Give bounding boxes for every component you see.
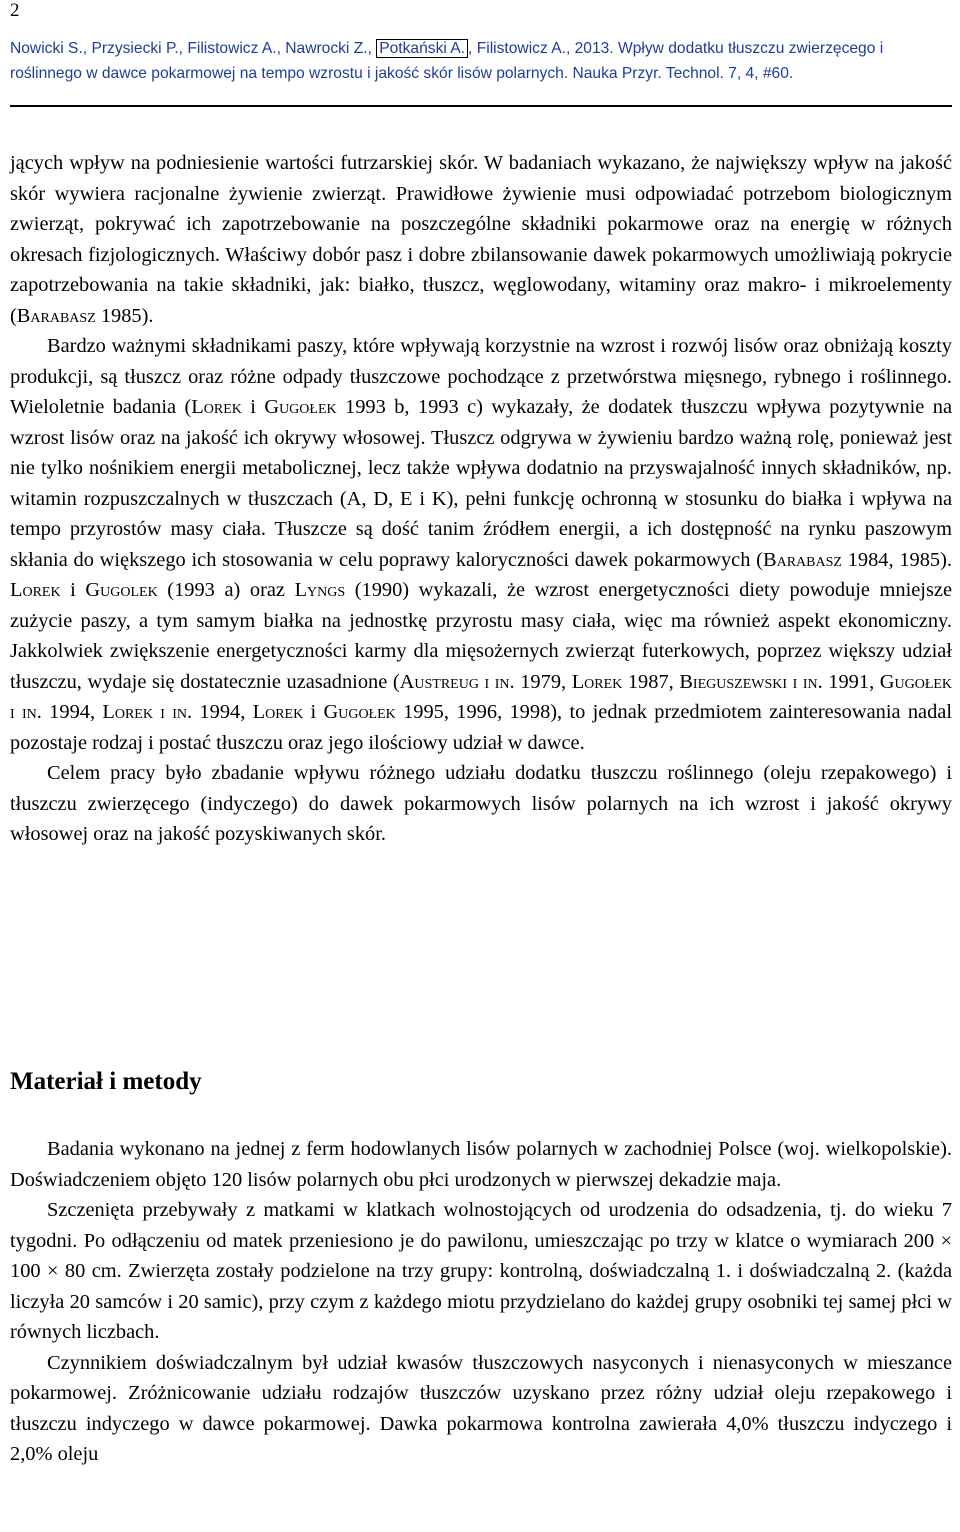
p2-s5: i xyxy=(60,579,86,601)
paragraph-1 xyxy=(10,148,952,331)
citation-header xyxy=(10,36,952,86)
paragraph-2 xyxy=(10,331,952,758)
p2-c9: Bieguszewski i in. xyxy=(679,670,823,693)
p2-s12: 1994, xyxy=(192,701,253,723)
methods-paragraph-1: Badania wykonano na jednej z ferm hodowlanych lisów polarnych w zachodniej Polsce (woj. wielkopolskie). Doświadczeniem objęto 120 lisów polarnych obu płci urodzonych w pierwszej dekadzie maja. xyxy=(10,1138,952,1191)
p2-s4: 1984, 1985). xyxy=(841,548,952,571)
page-number: 2 xyxy=(10,0,20,21)
p2-c2: Gugołek xyxy=(264,396,337,418)
p1-text-a: jących wpływ na podniesienie wartości futrzarskiej skór. W badaniach wykazano, że największy wpływ na jakość skór wywiera racjonalne żywienie zwierząt. Prawidłowe żywienie musi odpowiadać potrzebom biologicznym zwierząt, pokrywać ich zapotrzebowanie na poszczególne składniki pokarmowe oraz na energię w różnych okresach fizjologicznych. Właściwy dobór pasz i dobre zbilansowanie dawek pokarmowych umożliwiają pokrycie zapotrzebowania na takie składniki, jak: białko, tłuszcz, węglowodany, witaminy oraz makro- i mikroelementy ( xyxy=(10,152,952,327)
p2-c10: Gugołek i in. xyxy=(10,670,953,723)
p2-s3: 1993 b, 1993 c) wykazały, że dodatek tłuszczu wpływa pozytywnie na wzrost lisów oraz na jakość ich okrywy włosowej. Tłuszcz odgrywa w żywieniu bardzo ważną rolę, ponieważ jest nie tylko nośnikiem energii metabolicznej, lecz także wpływa dodatnio na przyswajalność innych składników, np. witamin rozpuszczalnych w tłuszczach (A, D, E i K), pełni funkcję ochronną w stosunku do białka i wpływa na tempo przyrostów masy ciała. Tłuszcze są dość tanim źródłem energii, a ich dostępność na rynku paszowym skłania do większego ich stosowania w celu poprawy kaloryczności dawek pokarmowych ( xyxy=(10,396,952,571)
p2-c1: Lorek xyxy=(191,396,242,418)
p2-s7: (1990) wykazali, że wzrost energetyczności diety powoduje mniejsze zużycie paszy, a tym samym białka na jednostkę przyrostu masy ciała, więc ma również aspekt ekonomiczny. Jakkolwiek zwiększenie energetyczności karmy dla mięsożernych zwierząt futerkowych, poprzez większy udział tłuszczu, wydaje się dostatecznie uzasadnione ( xyxy=(10,579,952,693)
section-heading: Materiał i metody xyxy=(10,1068,202,1095)
p2-s1: Bardzo ważnymi składnikami paszy, które wpływają korzystnie na wzrost i rozwój lisów oraz obniżają koszty produkcji, są tłuszcz oraz różne odpady tłuszczowe pochodzące z przetwórstwa mięsnego, rybnego i roślinnego. Wieloletnie badania ( xyxy=(10,335,952,418)
p2-c8: Lorek xyxy=(571,670,623,693)
p1-cite: Barabasz xyxy=(16,304,96,327)
p2-s14: 1995, 1996, 1998), to jednak przedmiotem zainteresowania nadal pozostaje rodzaj i postać tłuszczu oraz jego ilościowy udział w dawce. xyxy=(10,701,952,754)
p2-c5: Gugolek xyxy=(85,579,158,601)
p2-s10: 1991, xyxy=(822,670,880,693)
p2-s11: 1994, xyxy=(41,701,103,723)
paragraph-3: Celem pracy było zbadanie wpływu różnego udziału dodatku tłuszczu roślinnego (oleju rzepakowego) i tłuszczu zwierzęcego (indyczego) do dawek pokarmowych lisów polarnych na ich wzrost i jakość okrywy włosowej oraz na jakość pozyskiwanych skór. xyxy=(10,762,952,845)
p2-c6: Lyngs xyxy=(294,579,346,601)
methods-body xyxy=(10,1134,952,1470)
intro-body xyxy=(10,148,952,850)
p2-c12: Lorek xyxy=(252,701,304,723)
methods-paragraph-3: Czynnikiem doświadczalnym był udział kwasów tłuszczowych nasyconych i nienasyconych w mieszance pokarmowej. Zróżnicowanie udziału rodzajów tłuszczów uzyskano przez różny udział oleju rzepakowego i tłuszczu indyczego w dawce pokarmowej. Dawka pokarmowa kontrolna zawierała 4,0% tłuszczu indyczego i 2,0% oleju xyxy=(10,1351,952,1465)
p2-s9: 1987, xyxy=(622,670,680,693)
citation-highlighted-author: Potkański A. xyxy=(376,39,468,58)
methods-paragraph-2: Szczenięta przebywały z matkami w klatkach wolnostojących od urodzenia do odsadzenia, tj. do wieku 7 tygodni. Po odłączeniu od matek przeniesiono je do pawilonu, umieszczając po trzy w klatce o wymiarach 200 × 100 × 80 cm. Zwierzęta zostały podzielone na trzy grupy: kontrolną, doświadczalną 1. i doświadczalną 2. (każda liczyła 20 samców i 20 samic), przy czym z każdego miotu przydzielano do każdej grupy osobniki tej samej płci w równych liczbach. xyxy=(10,1199,952,1343)
p2-s2: i xyxy=(241,396,265,418)
citation-rest: , Filistowicz A., 2013. Wpływ dodatku tłuszczu zwierzęcego i roślinnego w dawce pokarmowej na tempo wzrostu i jakość skór lisów polarnych. Nauka Przyr. Technol. 7, 4, #60. xyxy=(10,40,884,82)
p2-s8: 1979, xyxy=(514,670,572,693)
p2-c11: Lorek i in. xyxy=(102,701,193,723)
p2-s13: i xyxy=(303,701,324,723)
p2-s6: (1993 a) oraz xyxy=(157,579,295,601)
citation-authors: Nowicki S., Przysiecki P., Filistowicz A., Nawrocki Z., xyxy=(10,40,377,57)
p2-c4: Lorek xyxy=(10,579,61,601)
p1-text-b: 1985). xyxy=(95,304,154,327)
p2-c13: Gugołek xyxy=(323,701,396,723)
p2-c7: Austreug i in. xyxy=(399,670,515,693)
header-divider xyxy=(10,105,952,107)
p2-c3: Barabasz xyxy=(762,548,842,571)
